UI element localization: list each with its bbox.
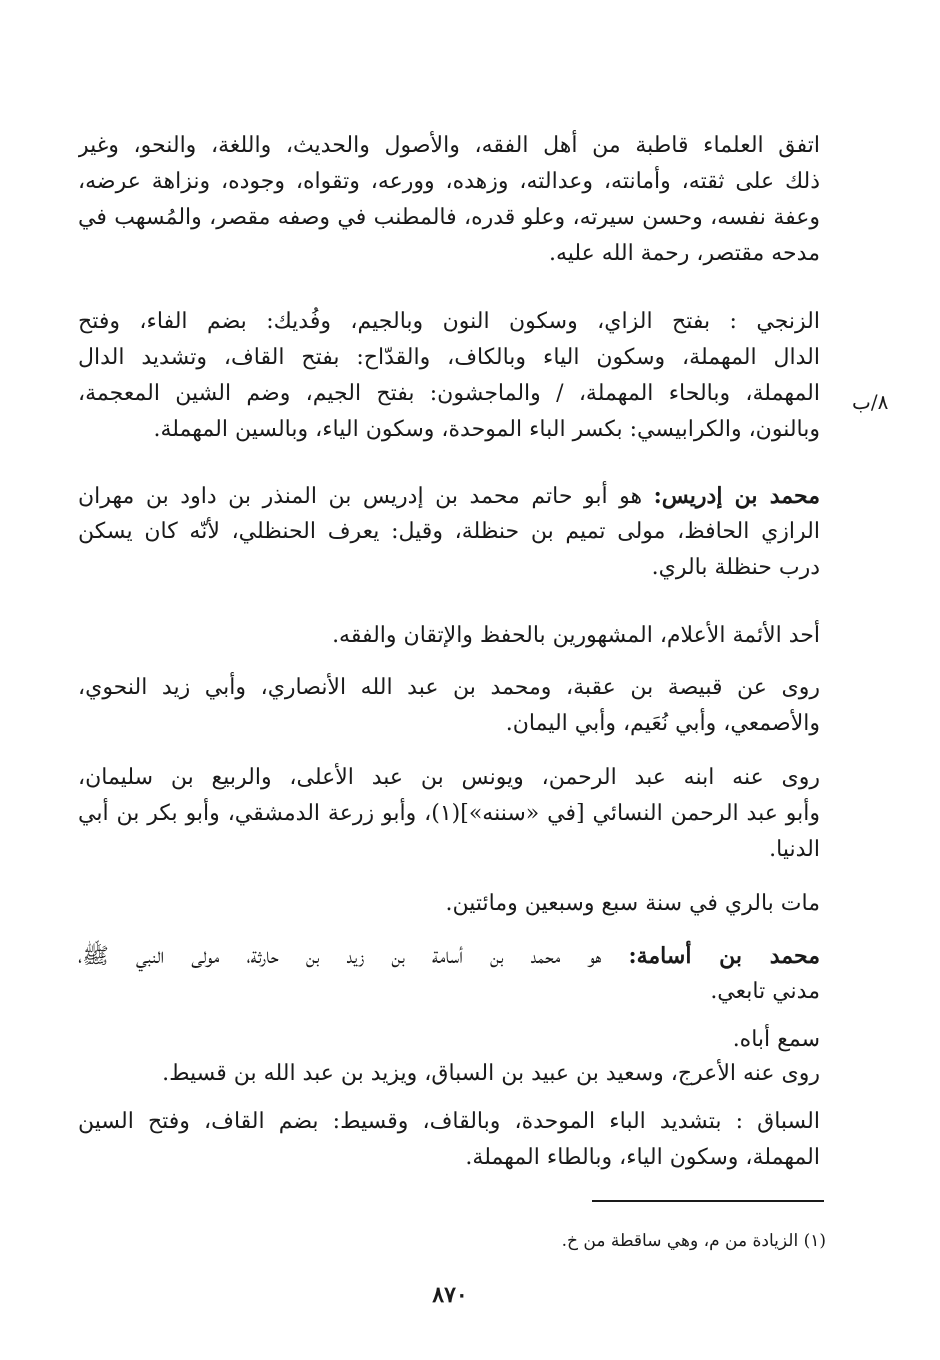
paragraph	[78, 618, 820, 654]
paragraph	[78, 1022, 820, 1058]
text-line: روى عنه ابنه عبد الرحمن، ويونس بن عبد الأعلى، والربيع بن سليمان،	[78, 765, 820, 790]
paragraph	[78, 1056, 820, 1092]
text-line: أحد الأئمة الأعلام، المشهورين بالحفظ والإتقان والفقه.	[332, 623, 820, 648]
text-line: سمع أباه.	[732, 1027, 820, 1052]
folio-margin-note: ٨/ب	[852, 390, 889, 414]
footnote-divider	[592, 1200, 824, 1202]
text-line: المهملة، وسكون الياء، وبالطاء المهملة.	[465, 1145, 820, 1170]
text-line: السباق : بتشديد الباء الموحدة، وبالقاف، وقسيط: بضم القاف، وفتح السين	[78, 1109, 820, 1134]
entry-text: هو محمد بن أسامة بن زيد بن حارثة، مولى النبي ﷺ،	[78, 944, 629, 969]
paragraph	[78, 478, 820, 586]
text-line	[78, 938, 820, 974]
text-line	[78, 478, 820, 514]
text-line: الرازي الحافظ، مولى تميم بن حنظلة، وقيل: يعرف الحنظلي، لأنّه كان يسكن	[78, 519, 820, 544]
paragraph	[78, 304, 820, 448]
paragraph	[78, 938, 820, 1010]
text-line: ذلك على ثقته، وأمانته، وعدالته، وزهده، وورعه، وتقواه، وجوده، ونزاهة عرضه،	[78, 169, 820, 194]
paragraph	[78, 886, 820, 922]
text-line: مات بالري في سنة سبع وسبعين ومائتين.	[445, 891, 820, 916]
paragraph	[78, 760, 820, 868]
text-line: الدنيا.	[769, 837, 820, 862]
entry-heading: محمد بن أسامة:	[628, 943, 820, 969]
entry-heading: محمد بن إدريس:	[653, 483, 820, 509]
paragraph	[78, 1104, 820, 1176]
text-line: وأبو عبد الرحمن النسائي [في «سننه»](١)، وأبو زرعة الدمشقي، وأبو بكر بن أبي	[78, 801, 820, 826]
text-line: اتفق العلماء قاطبة من أهل الفقه، والأصول والحديث، واللغة، والنحو، وغير	[78, 133, 820, 158]
text-line: مدني تابعي.	[710, 979, 820, 1004]
text-line: روى عن قبيصة بن عقبة، ومحمد بن عبد الله الأنصاري، وأبي زيد النحوي،	[78, 675, 820, 700]
text-line: روى عنه الأعرج، وسعيد بن عبيد بن السباق، ويزيد بن عبد الله بن قسيط.	[162, 1061, 820, 1086]
footnote: (١) الزيادة من م، وهي ساقطة من خ.	[561, 1231, 826, 1251]
entry-text: هو أبو حاتم محمد بن إدريس بن المنذر بن داود بن مهران	[78, 484, 654, 509]
text-line: الدال المهملة، وسكون الياء وبالكاف، والقدّاح: بفتح القاف، وتشديد الدال	[78, 345, 820, 370]
text-line: الزنجي : بفتح الزاي، وسكون النون وبالجيم، وفُديك: بضم الفاء، وفتح	[78, 309, 820, 334]
text-line: المهملة، وبالحاء المهملة، / والماجشون: بفتح الجيم، وضم الشين المعجمة،	[78, 381, 820, 406]
text-line: والأصمعي، وأبي نُعَيم، وأبي اليمان.	[505, 711, 820, 736]
text-line: وبالنون، والكرابيسي: بكسر الباء الموحدة، وسكون الياء، وبالسين المهملة.	[153, 417, 820, 442]
text-line: مدحه مقتصر، رحمة الله عليه.	[548, 241, 820, 266]
text-line: وعفة نفسه، وحسن سيرته، وعلو قدره، فالمطنب في وصفه مقصر، والمُسهب في	[78, 205, 820, 230]
paragraph	[78, 670, 820, 742]
text-line: درب حنظلة بالري.	[651, 555, 820, 580]
page-number: ٨٧٠	[432, 1282, 468, 1308]
paragraph	[78, 128, 820, 272]
